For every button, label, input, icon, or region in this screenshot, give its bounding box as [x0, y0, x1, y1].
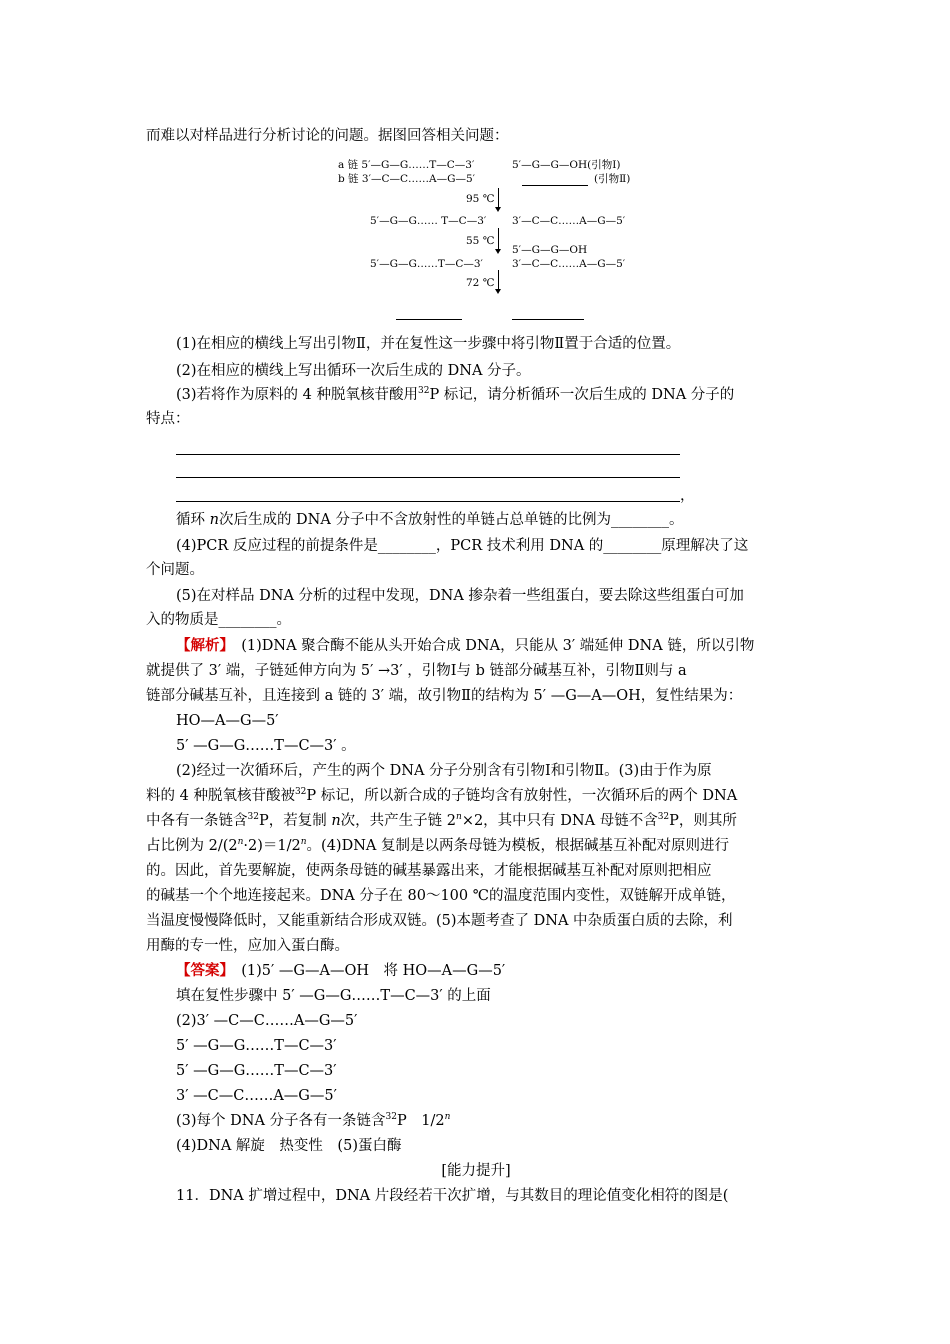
answer-tag: 【答案】: [176, 962, 227, 979]
answer-line-4-text: 5′ —G—G……T—C—3′: [176, 1038, 337, 1054]
analysis-line-3: 链部分碱基互补，且连接到 a 链的 3′ 端，故引物Ⅱ的结构为 5′ —G—A—OH，复性结果为：: [146, 688, 743, 704]
diagram-temp-95: 95 ℃: [466, 193, 495, 205]
analysis-line-2: 就提供了 3′ 端，子链延伸方向为 5′ →3′ ，引物Ⅰ与 b 链部分碱基互补，引物Ⅱ则与 a: [146, 663, 687, 679]
diagram-row5-right: 3′—C—C……A—G—5′: [512, 258, 626, 270]
analysis-line-13: 用酶的专一性，应加入蛋白酶。: [146, 938, 349, 954]
diagram-row3-right: 3′—C—C……A—G—5′: [512, 215, 626, 227]
diagram-row5-left: 5′—G—G……T—C—3′: [370, 258, 483, 270]
diagram-row2-left: b 链 3′—C—C……A—G—5′: [338, 173, 476, 185]
diagram-row1-right: 5′—G—G—OH(引物Ⅰ): [512, 159, 621, 171]
down-arrow-3: [498, 270, 499, 290]
answer-line-5-text: 5′ —G—G……T—C—3′: [176, 1063, 337, 1079]
section-heading: [能力提升]: [441, 1163, 511, 1179]
diagram-row4-right: 5′—G—G—OH: [512, 244, 588, 256]
question-3-line1: (3)若将作为原料的 4 种脱氧核苷酸用$^{32}$P 标记，请分析循环一次后生成的 DNA 分子的: [176, 386, 735, 403]
question-3-ratio: 循环 n次后生成的 DNA 分子中不含放射性的单链占总单链的比例为________。: [176, 512, 684, 528]
primer2-blank: [522, 184, 588, 186]
analysis-line-1: 【解析】 (1)DNA 聚合酶不能从头开始合成 DNA，只能从 3′ 端延伸 DNA 链，所以引物: [176, 637, 755, 654]
analysis-tag: 【解析】: [176, 637, 227, 654]
answer-line-7-text: (3)每个 DNA 分子各有一条链含$^{32}$P 1/2$^n$: [176, 1112, 451, 1129]
answer-blank-left: [396, 318, 462, 320]
intro-text: 而难以对样品进行分析讨论的问题。据图回答相关问题：: [146, 128, 509, 144]
question-2: (2)在相应的横线上写出循环一次后生成的 DNA 分子。: [176, 363, 531, 379]
diagram-row1-left: a 链 5′—G—G……T—C—3′: [338, 159, 475, 171]
answer-blank-right: [512, 318, 584, 320]
diagram-row2-right: (引物Ⅱ): [594, 173, 631, 185]
answer-line-1-text: 【答案】 (1)5′ —G—A—OH 将 HO—A—G—5′: [176, 962, 506, 979]
answer-line-6-text: 3′ —C—C……A—G—5′: [176, 1088, 337, 1104]
diagram-row3-left: 5′—G—G…… T—C—3′: [370, 215, 487, 227]
answer-line-8-text: (4)DNA 解旋 热变性 (5)蛋白酶: [176, 1138, 402, 1154]
question-4-line2: 个问题。: [146, 562, 204, 578]
question-5-line2: 入的物质是________。: [146, 612, 291, 628]
diagram-temp-55: 55 ℃: [466, 235, 495, 247]
analysis-line-5: 5′ —G—G……T—C—3′ 。: [176, 738, 356, 754]
diagram-temp-72: 72 ℃: [466, 277, 495, 289]
analysis-line-12: 当温度慢慢降低时，又能重新结合形成双链。(5)本题考查了 DNA 中杂质蛋白质的去除，利: [146, 913, 733, 929]
answer-line-1: [176, 453, 680, 455]
answer-line-3: [176, 500, 680, 502]
analysis-line-11: 的碱基一个个地连接起来。DNA 分子在 80～100 ℃的温度范围内变性，双链解开成单链，: [146, 888, 736, 904]
answer-line-2: [176, 476, 680, 478]
analysis-line-7: 料的 4 种脱氧核苷酸被$^{32}$P 标记，所以新合成的子链均含有放射性，一次循环后的两个 DNA: [146, 787, 738, 804]
question-4-line1: (4)PCR 反应过程的前提条件是________，PCR 技术利用 DNA 的________原理解决了这: [176, 538, 749, 554]
analysis-line-10: 的。因此，首先要解旋，使两条母链的碱基暴露出来，才能根据碱基互补配对原则把相应: [146, 863, 712, 879]
question-3-line2: 特点：: [146, 411, 190, 427]
analysis-line-9: 占比例为 $2/(2^n\cdot 2)=1/2^n$。(4)DNA 复制是以两条母链为模板，根据碱基互补配对原则进行: [146, 837, 729, 854]
question-5-line1: (5)在对样品 DNA 分析的过程中发现，DNA 掺杂着一些组蛋白，要去除这些组蛋白可加: [176, 588, 744, 604]
answer-line-3-text: (2)3′ —C—C……A—G—5′: [176, 1013, 358, 1029]
answer-line-comma: ，: [680, 488, 695, 504]
down-arrow-2: [498, 228, 499, 250]
analysis-line-4: HO—A—G—5′: [176, 713, 279, 729]
analysis-line-6: (2)经过一次循环后，产生的两个 DNA 分子分别含有引物Ⅰ和引物Ⅱ。(3)由于作为原: [176, 763, 712, 779]
question-11: 11．DNA 扩增过程中，DNA 片段经若干次扩增，与其数目的理论值变化相符的图是(: [176, 1188, 729, 1204]
answer-line-2-text: 填在复性步骤中 5′ —G—G……T—C—3′ 的上面: [176, 988, 491, 1004]
down-arrow-1: [498, 188, 499, 208]
analysis-line-8: 中各有一条链含$^{32}$P，若复制 n次，共产生子链 $2^n\times 2$，其中只有 DNA 母链不含$^{32}$P，则其所: [146, 812, 737, 829]
question-1: (1)在相应的横线上写出引物Ⅱ，并在复性这一步骤中将引物Ⅱ置于合适的位置。: [176, 336, 681, 352]
